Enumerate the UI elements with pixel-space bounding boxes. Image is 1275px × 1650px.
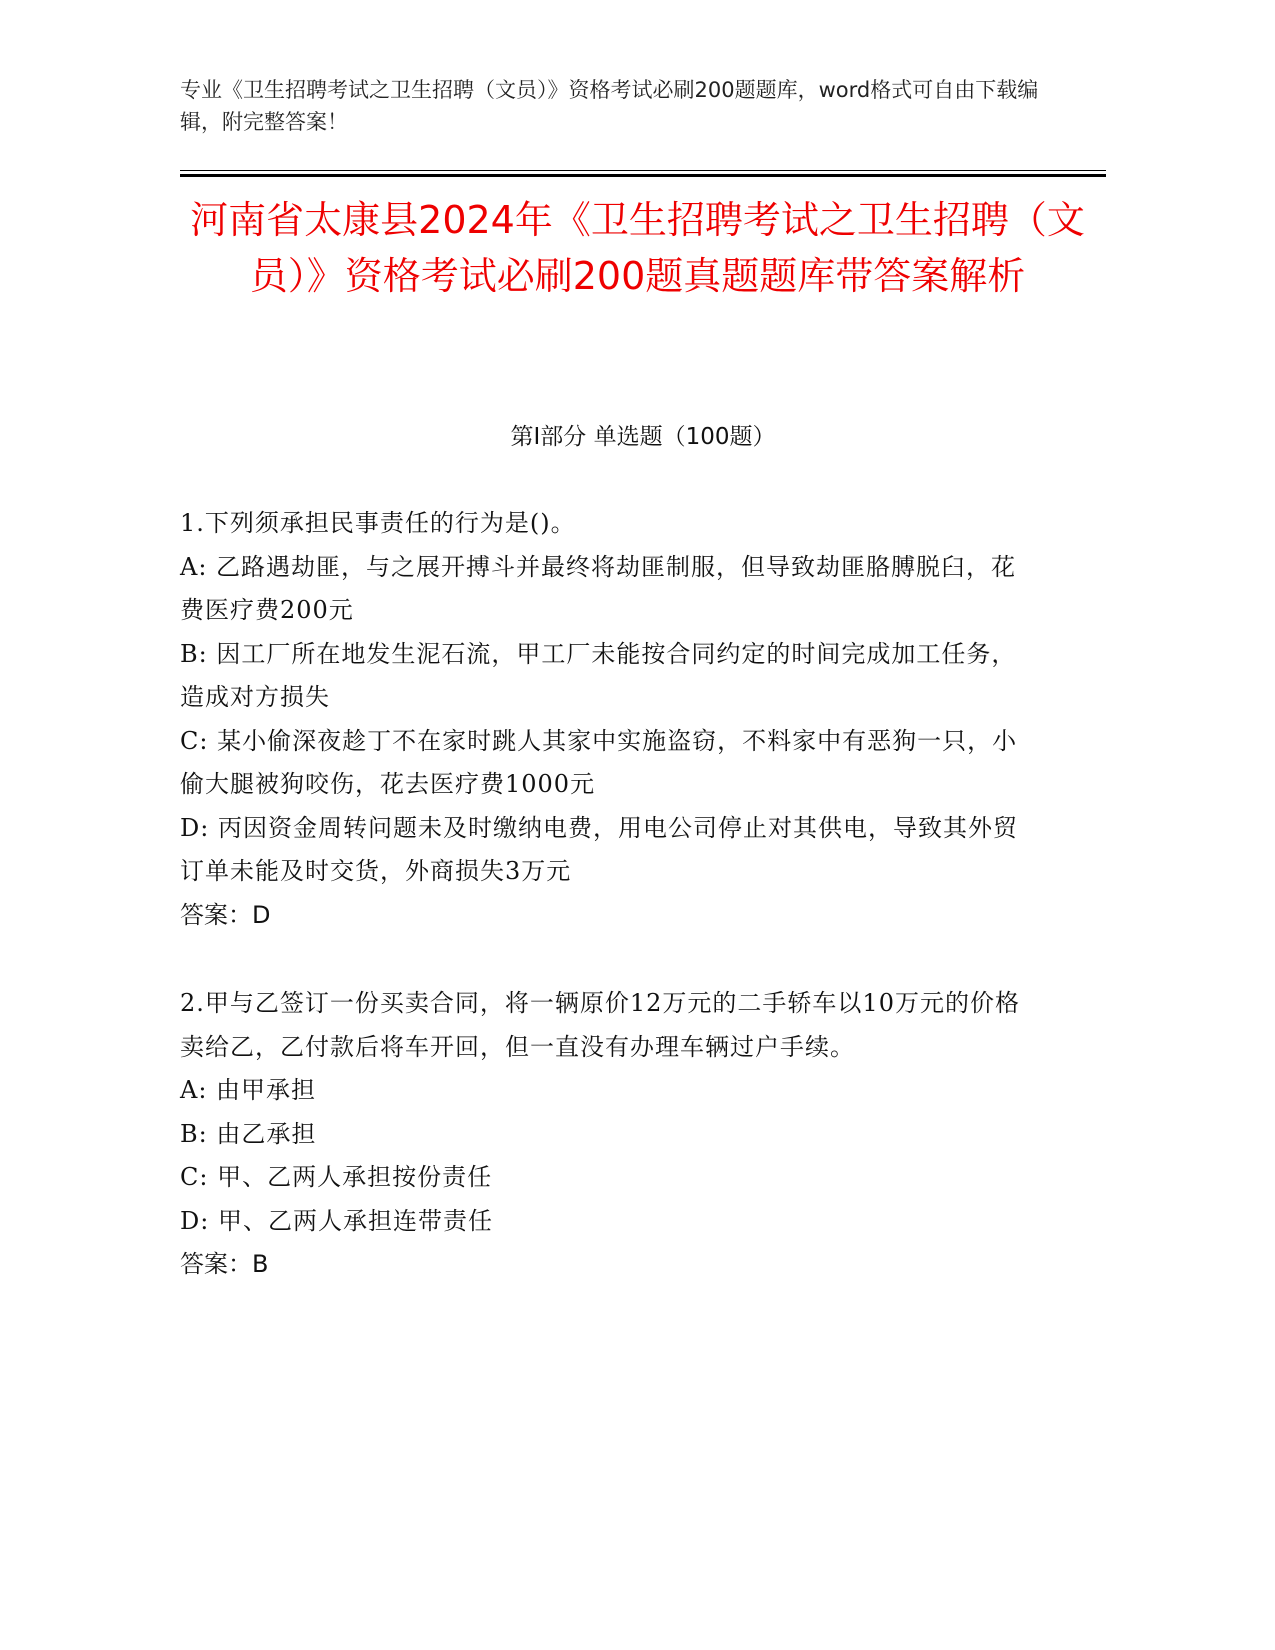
option-d: D: 丙因资金周转问题未及时缴纳电费，用电公司停止对其供电，导致其外贸订单未能及时交货，外商损失3万元 xyxy=(180,813,1018,885)
document-title: 河南省太康县2024年《卫生招聘考试之卫生招聘（文员）》资格考试必刷200题真题题库带答案解析 xyxy=(190,198,1085,298)
header-note: 专业《卫生招聘考试之卫生招聘（文员）》资格考试必刷200题题库，word格式可自由下载编辑，附完整答案！ xyxy=(180,78,1039,134)
answer-line: 答案：B xyxy=(180,1250,269,1278)
option-d: D: 甲、乙两人承担连带责任 xyxy=(180,1206,493,1235)
option-b: B: 因工厂所在地发生泥石流，甲工厂未能按合同约定的时间完成加工任务，造成对方损失 xyxy=(180,639,1017,711)
header-divider-thin xyxy=(180,170,1106,171)
section-title: 第Ⅰ部分 单选题（100题） xyxy=(510,424,776,450)
option-a: A: 乙路遇劫匪，与之展开搏斗并最终将劫匪制服，但导致劫匪胳膊脱臼，花费医疗费200元 xyxy=(180,552,1017,624)
option-c: C: 某小偷深夜趁丁不在家时跳人其家中实施盗窃，不料家中有恶狗一只，小偷大腿被狗咬伤，花去医疗费1000元 xyxy=(180,726,1018,798)
option-a: A: 由甲承担 xyxy=(180,1076,317,1104)
question-2 xyxy=(180,982,1040,1287)
question-1 xyxy=(180,502,1040,937)
question-stem: 1.下列须承担民事责任的行为是()。 xyxy=(180,509,576,537)
option-b: B: 由乙承担 xyxy=(180,1119,317,1148)
answer-line: 答案：D xyxy=(180,900,271,929)
question-stem: 2.甲与乙签订一份买卖合同，将一辆原价12万元的二手轿车以10万元的价格卖给乙，乙付款后将车开回，但一直没有办理车辆过户手续。 xyxy=(180,989,1020,1061)
option-c: C: 甲、乙两人承担按份责任 xyxy=(180,1163,493,1191)
header-divider-thick xyxy=(180,174,1106,177)
